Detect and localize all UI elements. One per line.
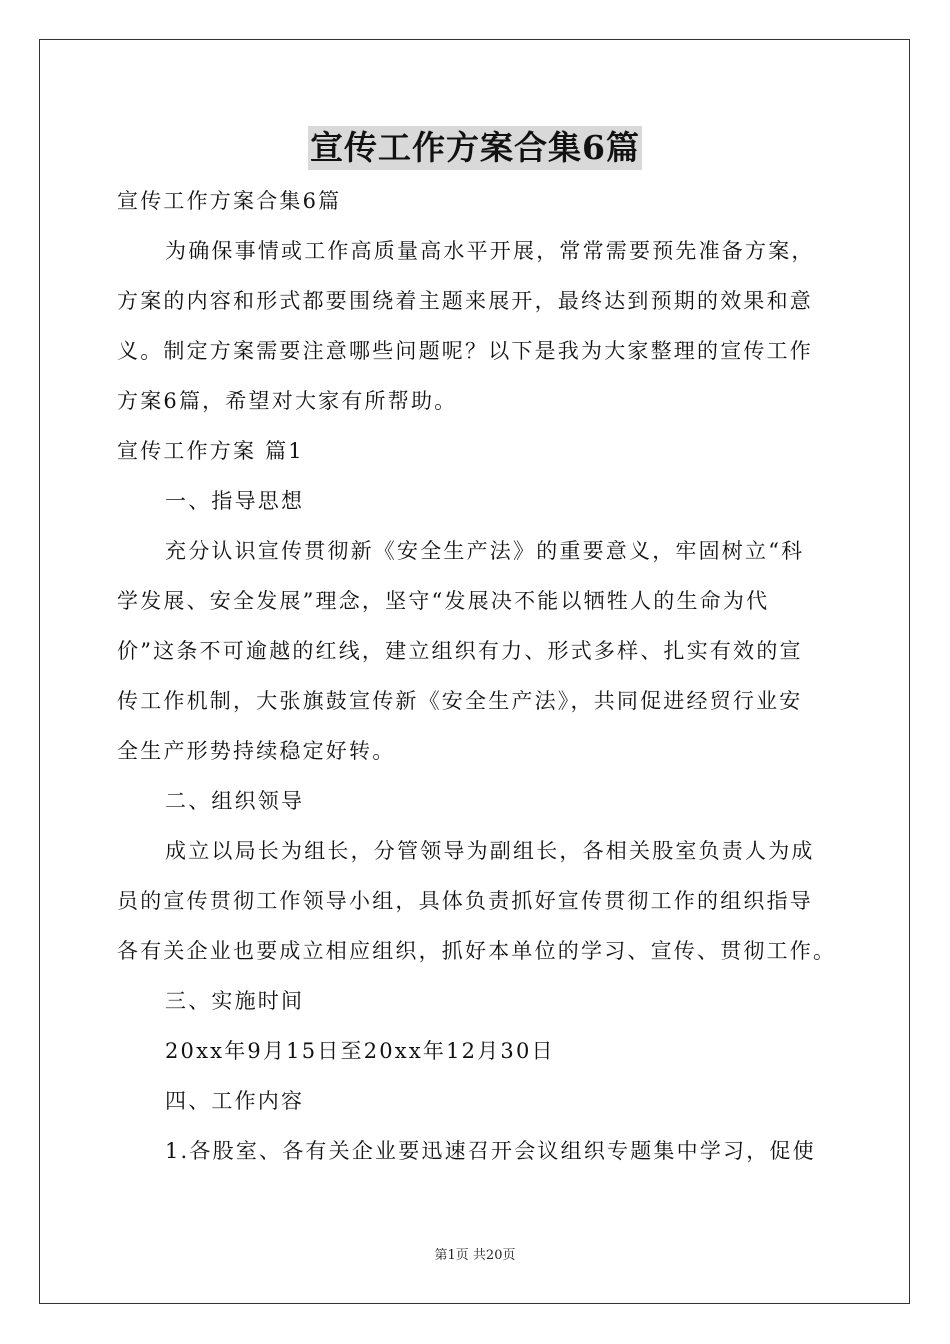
paragraph-line: 学发展、安全发展”理念，坚守“发展决不能以牺牲人的生命为代 [117, 589, 770, 613]
paragraph-line: 传工作机制，大张旗鼓宣传新《安全生产法》，共同促进经贸行业安 [117, 689, 803, 713]
paragraph-line: 三、实施时间 [165, 989, 305, 1013]
paragraph-line: 一、指导思想 [165, 489, 305, 513]
paragraph-line: 方案的内容和形式都要围绕着主题来展开，最终达到预期的效果和意 [117, 289, 813, 313]
paragraph-line: 四、工作内容 [165, 1089, 305, 1113]
paragraph-line: 宣传工作方案合集6篇 [117, 189, 342, 213]
paragraph-line: 为确保事情或工作高质量高水平开展，常常需要预先准备方案， [165, 239, 815, 263]
paragraph-line: 员的宣传贯彻工作领导小组，具体负责抓好宣传贯彻工作的组织指导 [117, 889, 813, 913]
paragraph-line: 20xx年9月15日至20xx年12月30日 [165, 1039, 555, 1063]
paragraph-line: 各有关企业也要成立相应组织，抓好本单位的学习、宣传、贯彻工作。 [117, 939, 837, 963]
paragraph-line: 义。制定方案需要注意哪些问题呢？以下是我为大家整理的宣传工作 [117, 339, 813, 363]
paragraph-line: 成立以局长为组长，分管领导为副组长，各相关股室负责人为成 [165, 839, 815, 863]
paragraph-line: 充分认识宣传贯彻新《安全生产法》的重要意义，牢固树立“科 [165, 539, 805, 563]
paragraph-line: 宣传工作方案 篇1 [117, 439, 304, 463]
page-footer: 第1页 共20页 [434, 1248, 516, 1263]
paragraph-line: 1.各股室、各有关企业要迅速召开会议组织专题集中学习，促使 [165, 1139, 816, 1163]
paragraph-line: 二、组织领导 [165, 789, 305, 813]
document-title: 宣传工作方案合集6篇 [308, 126, 642, 170]
title-container [0, 126, 950, 170]
paragraph-line: 价”这条不可逾越的红线，建立组织有力、形式多样、扎实有效的宣 [117, 639, 803, 663]
document-body [117, 176, 837, 1176]
paragraph-line: 全生产形势持续稳定好转。 [117, 739, 396, 763]
paragraph-line: 方案6篇，希望对大家有所帮助。 [117, 389, 458, 413]
